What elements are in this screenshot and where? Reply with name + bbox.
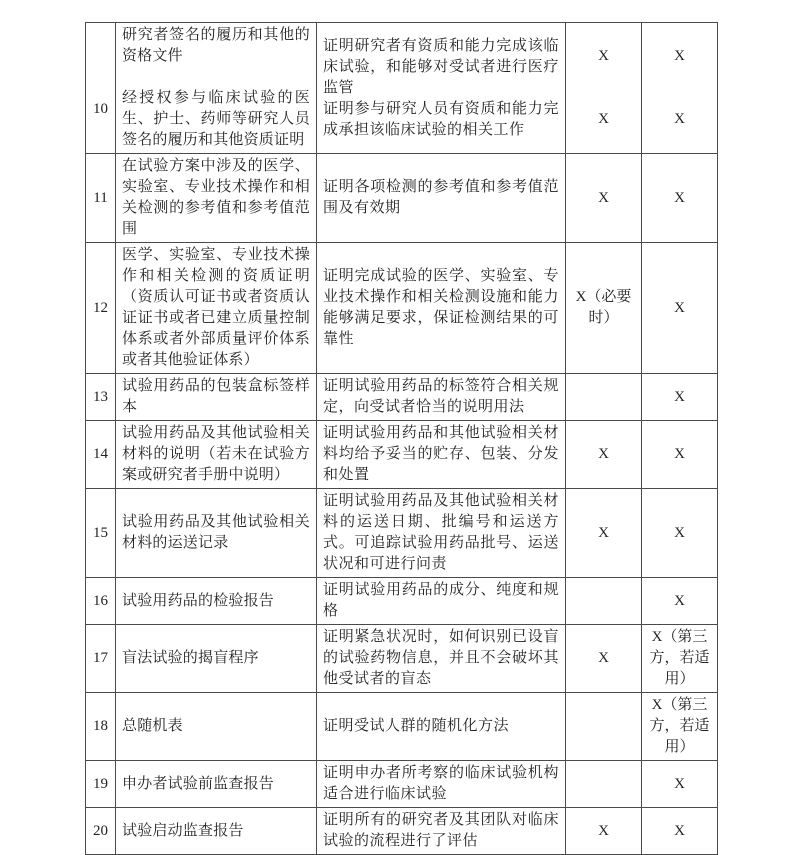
table-row [86,761,718,808]
mark-cell-left [566,23,642,154]
mark-cell-right: X（第三方，若适用） [642,625,718,693]
purpose-cell: 证明试验用药品的成分、纯度和规格 [317,578,566,625]
purpose-cell: 证明紧急状况时，如何识别已设盲的试验药物信息，并且不会破坏其他受试者的盲态 [317,625,566,693]
mark-cell-right [642,23,718,154]
document-name-text: 研究者签名的履历和其他的资格文件 [122,27,310,64]
mark-cell-right: X [642,489,718,578]
mark-cell-right: X（第三方，若适用） [642,693,718,761]
mark-cell-left [566,374,642,421]
document-name-cell [116,23,317,154]
table-row [86,154,718,243]
mark-cell-right: X [642,761,718,808]
mark-cell-left: X [566,625,642,693]
purpose-cell: 证明试验用药品及其他试验相关材料的运送日期、批编号和运送方式。可追踪试验用药品批号、运送状况和可进行问责 [317,489,566,578]
row-number: 13 [86,374,116,421]
table-row [86,23,718,154]
mark-cell-left: X [566,808,642,855]
row-number: 15 [86,489,116,578]
mark-cell-left [566,693,642,761]
table-row [86,374,718,421]
row-number: 19 [86,761,116,808]
document-name-cell: 在试验方案中涉及的医学、实验室、专业技术操作和相关检测的参考值和参考值范围 [116,154,317,243]
row-number: 14 [86,421,116,489]
mark-cell-right: X [642,578,718,625]
row-number: 12 [86,243,116,374]
purpose-cell: 证明试验用药品的标签符合相关规定，向受试者恰当的说明用法 [317,374,566,421]
table-row [86,625,718,693]
table-row [86,693,718,761]
mark-x: X [598,48,609,64]
mark-cell-right: X [642,421,718,489]
row-number: 18 [86,693,116,761]
mark-cell-left: X [566,421,642,489]
table-row [86,243,718,374]
mark-cell-right: X [642,243,718,374]
row-number [86,23,116,154]
row-number: 20 [86,808,116,855]
document-name-cell: 试验用药品的包装盒标签样本 [116,374,317,421]
mark-cell-left: X（必要时） [566,243,642,374]
row-number: 17 [86,625,116,693]
document-name-cell: 试验用药品的检验报告 [116,578,317,625]
mark-cell-right: X [642,154,718,243]
document-name-cell: 申办者试验前监查报告 [116,761,317,808]
table-row [86,578,718,625]
purpose-cell: 证明完成试验的医学、实验室、专业技术操作和相关检测设施和能力能够满足要求，保证检测结果的可靠性 [317,243,566,374]
document-name-cell: 试验用药品及其他试验相关材料的运送记录 [116,489,317,578]
mark-cell-left: X [566,489,642,578]
essential-documents-table [85,22,718,855]
document-name-cell: 医学、实验室、专业技术操作和相关检测的资质证明（资质认可证书或者资质认证证书或者已建立质量控制体系或者外部质量评价体系或者其他验证体系） [116,243,317,374]
table-row [86,421,718,489]
mark-cell-right: X [642,374,718,421]
mark-x: X [674,48,685,64]
row-number: 16 [86,578,116,625]
document-name-cell: 试验启动监查报告 [116,808,317,855]
purpose-text: 证明研究者有资质和能力完成该临床试验，和能够对受试者进行医疗监管 [323,37,559,96]
purpose-text: 证明参与研究人员有资质和能力完成承担该临床试验的相关工作 [323,100,559,138]
document-name-cell: 盲法试验的揭盲程序 [116,625,317,693]
purpose-cell [317,23,566,154]
mark-cell-left [566,761,642,808]
table-row [86,808,718,855]
document-name-cell: 试验用药品及其他试验相关材料的说明（若未在试验方案或研究者手册中说明） [116,421,317,489]
mark-x: X [674,111,685,127]
purpose-cell: 证明各项检测的参考值和参考值范围及有效期 [317,154,566,243]
document-name-cell: 总随机表 [116,693,317,761]
mark-cell-right: X [642,808,718,855]
mark-x: X [598,111,609,127]
mark-cell-left: X [566,154,642,243]
row-number: 11 [86,154,116,243]
table-row [86,489,718,578]
purpose-cell: 证明所有的研究者及其团队对临床试验的流程进行了评估 [317,808,566,855]
purpose-cell: 证明申办者所考察的临床试验机构适合进行临床试验 [317,761,566,808]
mark-cell-left [566,578,642,625]
row-number-text: 10 [93,100,108,117]
purpose-cell: 证明试验用药品和其他试验相关材料均给予妥当的贮存、包装、分发和处置 [317,421,566,489]
document-name-text: 经授权参与临床试验的医生、护士、药师等研究人员签名的履历和其他资质证明 [122,90,310,148]
purpose-cell: 证明受试人群的随机化方法 [317,693,566,761]
